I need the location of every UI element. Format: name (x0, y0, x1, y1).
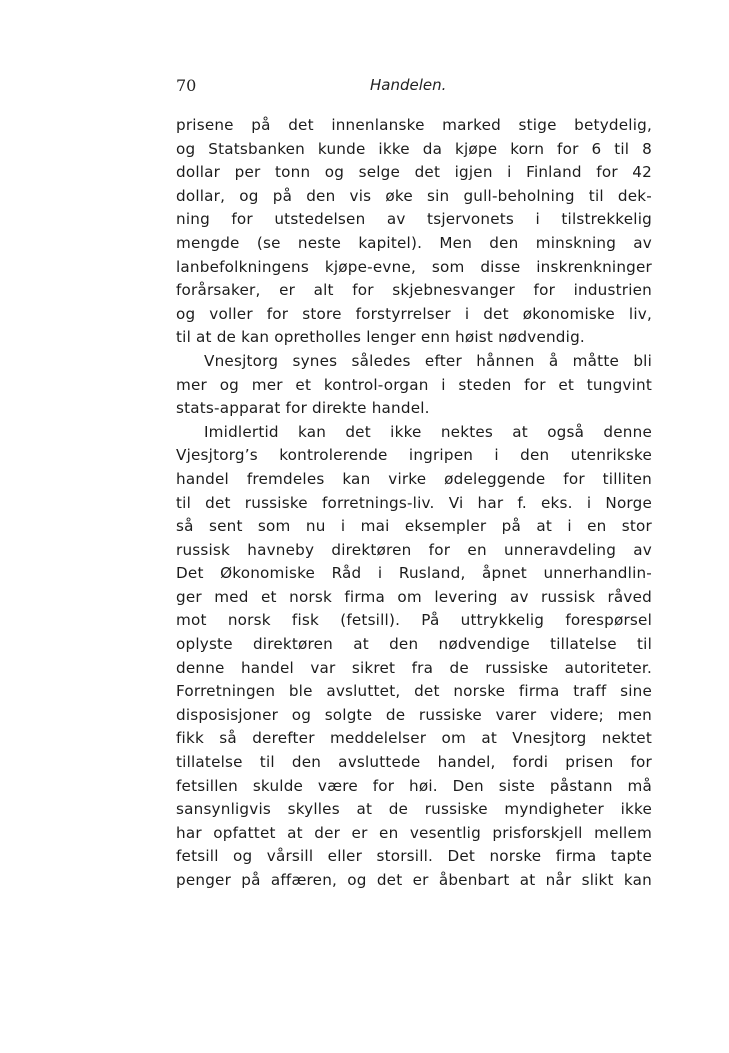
text-line: mot norsk fisk (fetsill). På uttrykkelig forespørsel (176, 611, 652, 630)
running-title: Handelen. (370, 76, 447, 94)
text-line: penger på affæren, og det er åbenbart at når slikt kan (176, 871, 652, 889)
text-line: forårsaker, er alt for skjebnesvanger for industrien (176, 281, 652, 300)
page-number: 70 (176, 76, 197, 95)
text-line: Imidlertid kan det ikke nektes at også denne (204, 422, 652, 441)
text-line: og voller for store forstyrrelser i det økonomiske liv, (176, 304, 652, 323)
text-line: Forretningen ble avsluttet, det norske firma traff sine (176, 682, 652, 701)
text-line: Vjesjtorg’s kontrolerende ingripen i den utenrikske (176, 446, 652, 465)
text-line: russisk havneby direktøren for en unneravdeling av (176, 540, 652, 559)
text-line: Vnesjtorg synes således efter hånnen å måtte bli (204, 351, 652, 370)
text-line: lanbefolkningens kjøpe-evne, som disse inskrenkninger (176, 257, 652, 276)
text-line: oplyste direktøren at den nødvendige tillatelse til (176, 635, 652, 654)
text-line: og Statsbanken kunde ikke da kjøpe korn for 6 til 8 (176, 139, 652, 158)
text-line: ning for utstedelsen av tsjervonets i tilstrekkelig (176, 210, 652, 229)
text-line: handel fremdeles kan virke ødeleggende for tilliten (176, 469, 652, 488)
text-line: til det russiske forretnings-liv. Vi har f. eks. i Norge (176, 493, 652, 512)
text-line: fikk så derefter meddelelser om at Vnesjtorg nektet (176, 729, 652, 748)
text-line: stats-apparat for direkte handel. (176, 399, 430, 418)
text-line: dollar per tonn og selge det igjen i Finland for 42 (176, 163, 652, 182)
text-line: fetsill og vårsill eller storsill. Det norske firma tapte (176, 847, 652, 866)
text-line: så sent som nu i mai eksempler på at i en stor (176, 517, 652, 536)
text-line: prisene på det innenlanske marked stige betydelig, (176, 116, 652, 134)
text-line: fetsillen skulde være for høi. Den siste påstann må (176, 776, 652, 795)
text-line: til at de kan opretholles lenger enn høist nødvendig. (176, 328, 585, 347)
text-line: mengde (se neste kapitel). Men den minskning av (176, 233, 652, 252)
body-text (176, 114, 652, 893)
text-line: mer og mer et kontrol-organ i steden for et tungvint (176, 375, 652, 394)
text-line: disposisjoner og solgte de russiske varer videre; men (176, 705, 652, 724)
text-line: ger med et norsk firma om levering av russisk råved (176, 587, 652, 606)
text-line: tillatelse til den avsluttede handel, fordi prisen for (176, 753, 652, 772)
text-line: sansynligvis skylles at de russiske myndigheter ikke (176, 800, 652, 819)
text-line: denne handel var sikret fra de russiske autoriteter. (176, 658, 652, 677)
text-line: Det Økonomiske Råd i Rusland, åpnet unnerhandlin- (176, 564, 652, 583)
page-header (176, 76, 652, 100)
text-line: dollar, og på den vis øke sin gull-beholning til dek- (176, 186, 652, 205)
text-line: har opfattet at der er en vesentlig prisforskjell mellem (176, 823, 652, 842)
